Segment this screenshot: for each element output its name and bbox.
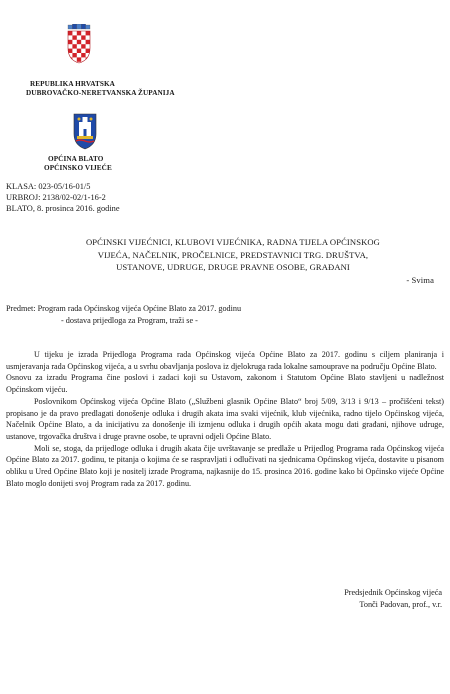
paragraph-1: U tijeku je izrada Prijedloga Programa rada Općinskog vijeća Općine Blato za 2017. godinu s ciljem planiranja i usmjeravanja rada Općinskog vijeća, a u svrhu obavljanja poslova iz djelokruga rada lokalne samouprave na području Općine Blato.: [6, 350, 444, 371]
letter-body: [6, 349, 444, 489]
date-line: BLATO, 8. prosinca 2016. godine: [6, 204, 120, 213]
urbroj-line: URBROJ: 2138/02-02/1-16-2: [6, 193, 106, 202]
addressee-line-2: VIJEĆA, NAČELNIK, PROČELNICE, PREDSTAVNICI TRG. DRUŠTVA,: [97, 249, 369, 260]
signature-title: Predsjednik Općinskog vijeća: [344, 588, 442, 597]
addressee-line-3: USTANOVE, UDRUGE, DRUGE PRAVNE OSOBE, GRAĐANI: [116, 262, 350, 272]
addressee-line-1: OPĆINSKI VIJEĆNICI, KLUBOVI VIJEĆNIKA, RADNA TIJELA OPĆINSKOG: [85, 237, 380, 247]
signature-name: Tonči Padovan, prof., v.r.: [359, 599, 442, 609]
paragraph-3: Poslovnikom Općinskog vijeća Općine Blato („Službeni glasnik Općine Blato“ broj 5/09, 3/13 i 9/13 – pročišćeni tekst) propisano je da pravo predlagati donošenje odluka i drugih akata ima svaki vijećnik, klub vijećnika, radno tijelo Općinskog vijeća, Načelnik Općine Blato, a da inicijativu za donošenje ili izmjenu odluka i drugih općih akata mogu dati građani, njihove udruge, ustanove, trgovačka društva i druge pravne osobe, te upravni odjeli Općine Blato.: [6, 396, 444, 441]
subject-line: Predmet: Program rada Općinskog vijeća Općine Blato za 2017. godinu: [6, 304, 242, 313]
croatian-coat-of-arms-icon: [67, 24, 91, 64]
county-name: DUBROVAČKO-NERETVANSKA ŽUPANIJA: [26, 89, 175, 97]
subject-subline: - dostava prijedloga za Program, traži se -: [61, 316, 198, 325]
paragraph-2: Osnovu za izradu Programa čine poslovi i zadaci koji su Ustavom, zakonom i Statutom Općine Blato stavljeni u nadležnost Općinskom vijeću.: [6, 373, 444, 395]
signature-block: [344, 587, 442, 610]
addressee-block: [26, 236, 440, 286]
paragraph-4: Moli se, stoga, da prijedloge odluka i drugih akata čije uvrštavanje se predlaže u Prijedlog Programa rada Općinskog vijeća Općine Blato za 2017. godinu, te pitanja o kojima će se raspravljati i odlučivati na sjednicama Općinskog vijeća, dostavite u pisanom obliku u Ured Općine Blato koji je nositelj izrade Programa, najkasnije do 15. prosinca 2016. godine kako bi Općinsko vijeće Općine Blato moglo donijeti svoj Program rada za 2017. godinu.: [6, 443, 444, 488]
addressee-line-4: - Svima: [406, 274, 434, 285]
blato-coat-of-arms-icon: [72, 112, 98, 150]
municipality-name: OPĆINA BLATO: [48, 155, 104, 163]
council-name: OPĆINSKO VIJEĆE: [44, 164, 112, 172]
klasa-line: KLASA: 023-05/16-01/5: [6, 182, 91, 191]
country-name: REPUBLIKA HRVATSKA: [30, 80, 115, 88]
